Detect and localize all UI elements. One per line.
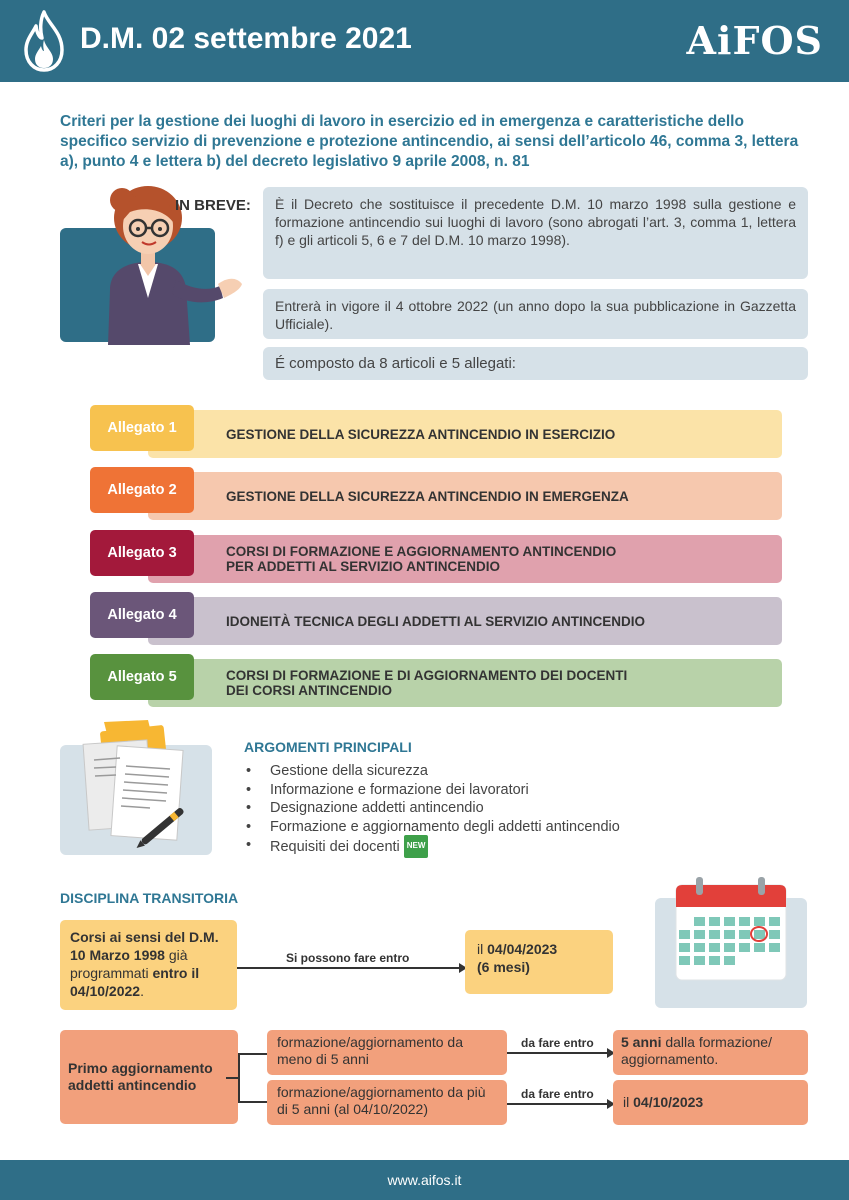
- allegato-tag: Allegato 2: [90, 467, 194, 513]
- deadline-note: (6 mesi): [477, 959, 530, 975]
- in-breve-paragraph: É composto da 8 articoli e 5 allegati:: [263, 347, 808, 380]
- allegato-text-line: PER ADDETTI AL SERVIZIO ANTINCENDIO: [226, 559, 501, 574]
- allegato-text: [226, 472, 766, 520]
- corsi-text: già programmati: [70, 947, 188, 981]
- corsi-box: [60, 920, 237, 1010]
- allegato-tag: Allegato 4: [90, 592, 194, 638]
- bracket-connector: [238, 1053, 267, 1103]
- allegato-row: [90, 530, 782, 582]
- allegato-text: [226, 659, 766, 707]
- in-breve-paragraph: Entrerà in vigore il 4 ottobre 2022 (un anno dopo la sua pubblicazione in Gazzetta Ufficiale).: [263, 289, 808, 339]
- deadline-box: [465, 930, 613, 994]
- allegato-row: [90, 405, 782, 457]
- deadline-text: dalla formazione/ aggiornamento.: [621, 1034, 772, 1067]
- deadline-box: [613, 1030, 808, 1075]
- list-item-text: Informazione e formazione dei lavoratori: [270, 781, 529, 798]
- page-title: D.M. 02 settembre 2021: [80, 22, 412, 55]
- formazione-box: formazione/aggiornamento da meno di 5 anni: [267, 1030, 507, 1075]
- corsi-date-text: entro il 04/10/2022: [70, 965, 200, 999]
- allegato-tag: Allegato 1: [90, 405, 194, 451]
- arrow-label: da fare entro: [521, 1087, 594, 1101]
- allegato-tag: Allegato 3: [90, 530, 194, 576]
- arrow-right-icon: [237, 967, 465, 969]
- allegato-text-line: CORSI DI FORMAZIONE E AGGIORNAMENTO ANTINCENDIO: [226, 544, 617, 559]
- allegato-text-line: IDONEITÀ TECNICA DEGLI ADDETTI AL SERVIZIO ANTINCENDIO: [226, 613, 646, 629]
- allegato-text: [226, 597, 766, 645]
- primo-aggiornamento-box: Primo aggiornamento addetti antincendio: [60, 1030, 238, 1124]
- list-item: [246, 836, 620, 855]
- allegato-row: [90, 467, 782, 519]
- allegato-tag: Allegato 5: [90, 654, 194, 700]
- deadline-date: 04/10/2023: [633, 1094, 704, 1110]
- arrow-label: da fare entro: [521, 1036, 594, 1050]
- deadline-prefix: il: [623, 1094, 634, 1110]
- new-badge: NEW: [404, 835, 429, 858]
- list-item-text: Formazione e aggiornamento degli addetti antincendio: [270, 818, 620, 835]
- list-item-text: Requisiti dei docenti: [270, 839, 400, 856]
- decree-subtitle: Criteri per la gestione dei luoghi di lavoro in esercizio ed in emergenza e caratteristiche dello specifico servizio di prevenzione e protezione antincendio, ai sensi dell’articolo 46, comma 3, lettera a), punto 4 e lettera b) del decreto legislativo 9 aprile 2008, n. 81: [60, 113, 799, 170]
- deadline-bold: 5 anni: [621, 1034, 662, 1050]
- in-breve-label: IN BREVE:: [175, 197, 251, 214]
- aifos-logo: AiFOS: [686, 18, 823, 63]
- corsi-bold-text: Corsi ai sensi del D.M. 10 Marzo 1998: [70, 929, 219, 963]
- argomenti-title: ARGOMENTI PRINCIPALI: [244, 739, 412, 755]
- header: [0, 0, 849, 82]
- calendar-icon: [668, 875, 793, 985]
- allegato-text-line: DEI CORSI ANTINCENDIO: [226, 683, 393, 698]
- list-item: [246, 781, 620, 800]
- argomenti-list: [246, 762, 620, 855]
- arrow-label: Si possono fare entro: [286, 951, 410, 965]
- allegato-text-line: GESTIONE DELLA SICUREZZA ANTINCENDIO IN ESERCIZIO: [226, 426, 616, 442]
- allegato-row: [90, 592, 782, 644]
- arrow-right-icon: [507, 1052, 613, 1054]
- corsi-end-text: .: [140, 983, 144, 999]
- deadline-box: [613, 1080, 808, 1125]
- disciplina-title: DISCIPLINA TRANSITORIA: [60, 890, 239, 906]
- footer-url[interactable]: www.aifos.it: [387, 1172, 462, 1188]
- allegato-text: [226, 535, 766, 583]
- list-item: [246, 762, 620, 781]
- allegato-text-line: GESTIONE DELLA SICUREZZA ANTINCENDIO IN EMERGENZA: [226, 488, 629, 504]
- allegato-text: [226, 410, 766, 458]
- deadline-date: 04/04/2023: [487, 941, 558, 957]
- flame-icon: [22, 10, 66, 72]
- deadline-prefix: il: [477, 941, 488, 957]
- list-item-text: Gestione della sicurezza: [270, 763, 428, 779]
- formazione-box: formazione/aggiornamento da più di 5 anni (al 04/10/2022): [267, 1080, 507, 1125]
- in-breve-paragraph: È il Decreto che sostituisce il precedente D.M. 10 marzo 1998 sulla gestione e formazione antincendio sui luoghi di lavoro (sono abrogati l’art. 3, comma 1, lettera f) e gli articoli 5, 6 e 7 del D.M. 10 marzo 1998).: [263, 187, 808, 279]
- list-item: [246, 818, 620, 837]
- allegato-text-line: CORSI DI FORMAZIONE E DI AGGIORNAMENTO DEI DOCENTI: [226, 668, 628, 683]
- list-item: [246, 799, 620, 818]
- documents-pen-icon: [70, 720, 210, 850]
- allegato-row: [90, 654, 782, 706]
- deadline-line: [477, 940, 601, 958]
- footer: [0, 1160, 849, 1200]
- list-item-text: Designazione addetti antincendio: [270, 800, 484, 816]
- bracket-connector: [226, 1077, 238, 1079]
- arrow-right-icon: [507, 1103, 613, 1105]
